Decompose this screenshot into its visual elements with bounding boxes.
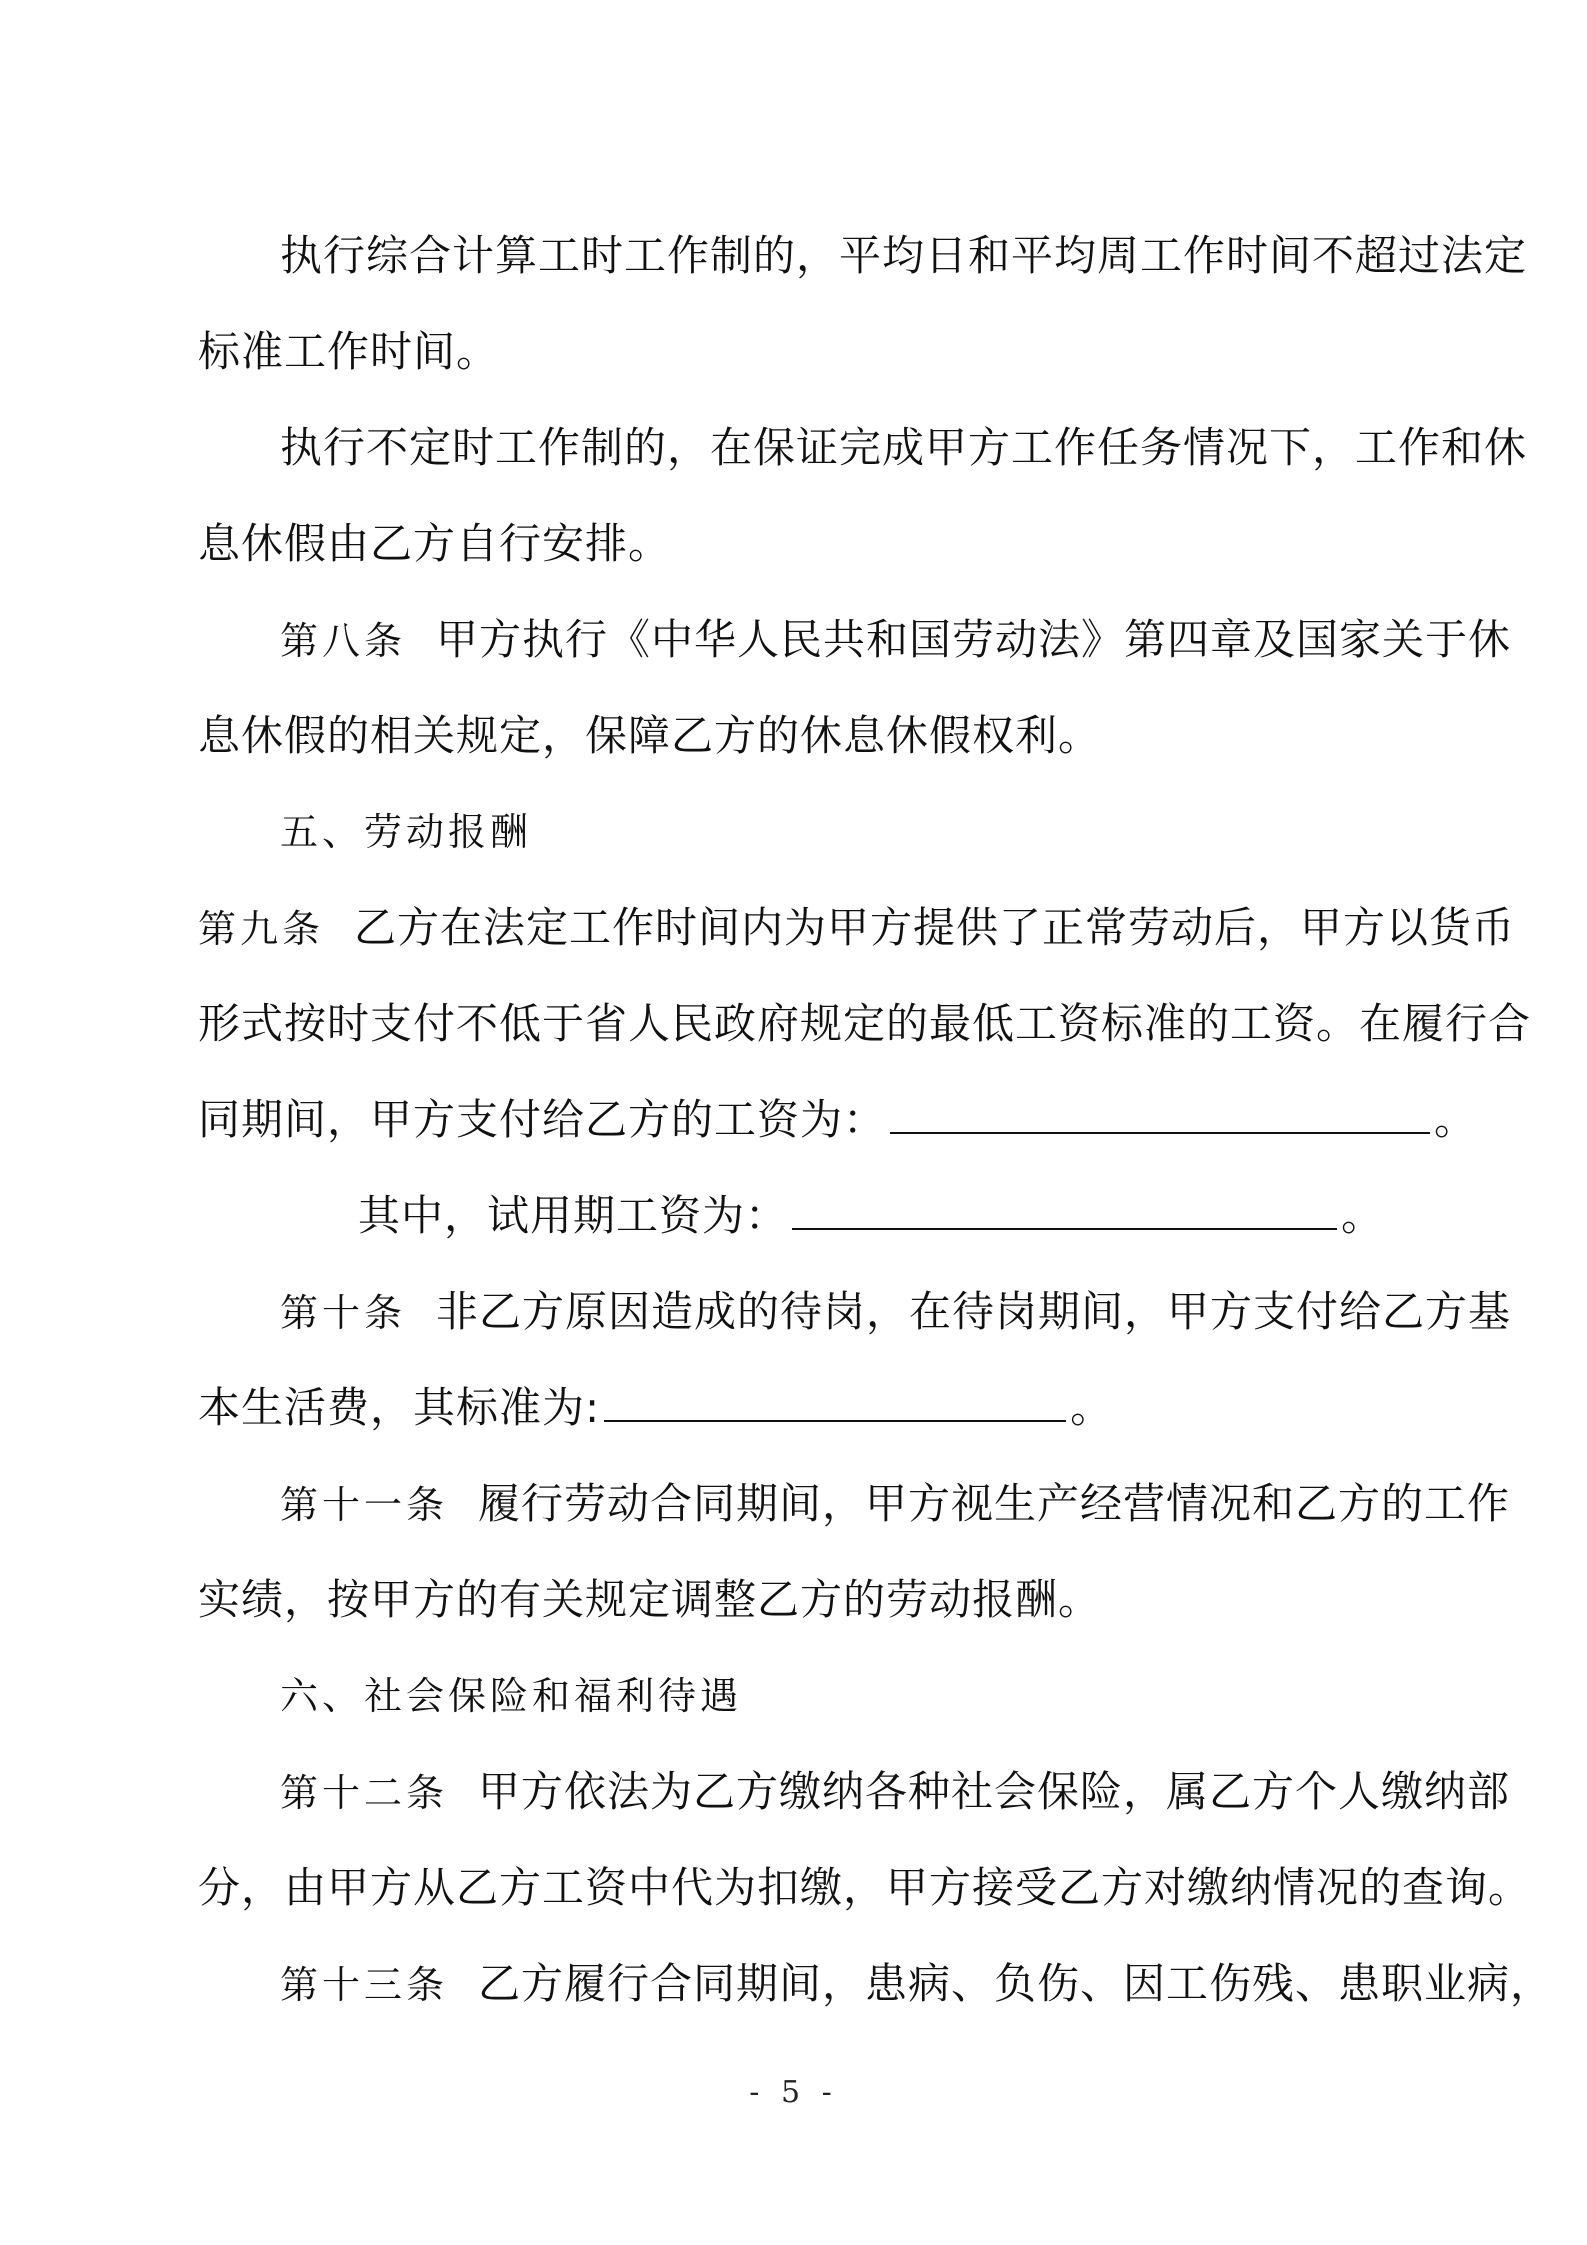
article-11-line1 [198, 1474, 1520, 1534]
article-12-line2 [198, 1858, 1532, 1918]
p1-line2 [198, 322, 1438, 382]
article-9-line1 [198, 898, 1516, 958]
article-9-line3-text: 同期间，甲方支付给乙方的工资为： [198, 1095, 887, 1144]
article-9-line4 [198, 1186, 1587, 1246]
article-11-line2-text: 实绩，按甲方的有关规定调整乙方的劳动报酬。 [198, 1575, 1102, 1624]
p1-line1-text: 执行综合计算工时工作制的，平均日和平均周工作时间不超过法定 [280, 231, 1528, 280]
article-8-line2-text: 息休假的相关规定，保障乙方的休息休假权利。 [198, 711, 1102, 760]
p1-line1 [198, 226, 1528, 286]
article-8-line2 [198, 706, 1438, 766]
article-12-label: 第十二条 [280, 1771, 449, 1815]
salary-blank[interactable] [890, 1098, 1430, 1134]
article-10-label: 第十条 [280, 1291, 407, 1335]
article-10-line2-text: 本生活费，其标准为: [198, 1383, 601, 1432]
article-9-line2-text: 形式按时支付不低于省人民政府规定的最低工资标准的工资。在履行合 [198, 999, 1532, 1048]
article-9-line3 [198, 1090, 1478, 1150]
probation-salary-blank[interactable] [792, 1194, 1337, 1230]
article-9-line3-end: 。 [1434, 1095, 1478, 1144]
p1-line2-text: 标准工作时间。 [198, 327, 500, 376]
article-13-line1-text: 乙方履行合同期间，患病、负伤、因工伤残、患职业病， [478, 1959, 1554, 2008]
article-11-line2 [198, 1570, 1438, 1630]
article-9-line1-text: 乙方在法定工作时间内为甲方提供了正常劳动后，甲方以货币 [354, 903, 1516, 952]
section-5-heading-text: 五、劳动报酬 [280, 810, 533, 854]
article-11-label: 第十一条 [280, 1483, 449, 1527]
section-5-heading [198, 802, 1520, 862]
living-allowance-blank[interactable] [604, 1386, 1066, 1422]
article-8-line1 [198, 610, 1520, 670]
section-6-heading-text: 六、社会保险和福利待遇 [280, 1674, 743, 1718]
article-12-line1 [198, 1762, 1520, 1822]
article-12-line1-text: 甲方依法为乙方缴纳各种社会保险，属乙方个人缴纳部 [478, 1767, 1511, 1816]
article-9-label: 第九条 [198, 907, 325, 951]
article-9-line2 [198, 994, 1532, 1054]
article-10-line1 [198, 1282, 1520, 1342]
article-10-line2 [198, 1378, 1438, 1438]
article-13-label: 第十三条 [280, 1963, 449, 2007]
p2-line1-text: 执行不定时工作制的，在保证完成甲方工作任务情况下，工作和休 [280, 423, 1528, 472]
article-10-line2-end: 。 [1070, 1383, 1114, 1432]
p2-line2 [198, 514, 1438, 574]
p2-line2-text: 息休假由乙方自行安排。 [198, 519, 672, 568]
page-number: - 5 - [749, 2075, 838, 2110]
article-9-line4-text: 其中，试用期工资为： [358, 1191, 789, 1240]
article-13-line1 [198, 1954, 1554, 2014]
section-6-heading [198, 1666, 1520, 1726]
article-12-line2-text: 分，由甲方从乙方工资中代为扣缴，甲方接受乙方对缴纳情况的查询。 [198, 1863, 1532, 1912]
article-8-line1-text: 甲方执行《中华人民共和国劳动法》第四章及国家关于休 [436, 615, 1512, 664]
p2-line1 [198, 418, 1528, 478]
article-9-line4-end: 。 [1341, 1191, 1385, 1240]
article-10-line1-text: 非乙方原因造成的待岗，在待岗期间，甲方支付给乙方基 [436, 1287, 1512, 1336]
article-11-line1-text: 履行劳动合同期间，甲方视生产经营情况和乙方的工作 [478, 1479, 1511, 1528]
article-8-label: 第八条 [280, 619, 407, 663]
